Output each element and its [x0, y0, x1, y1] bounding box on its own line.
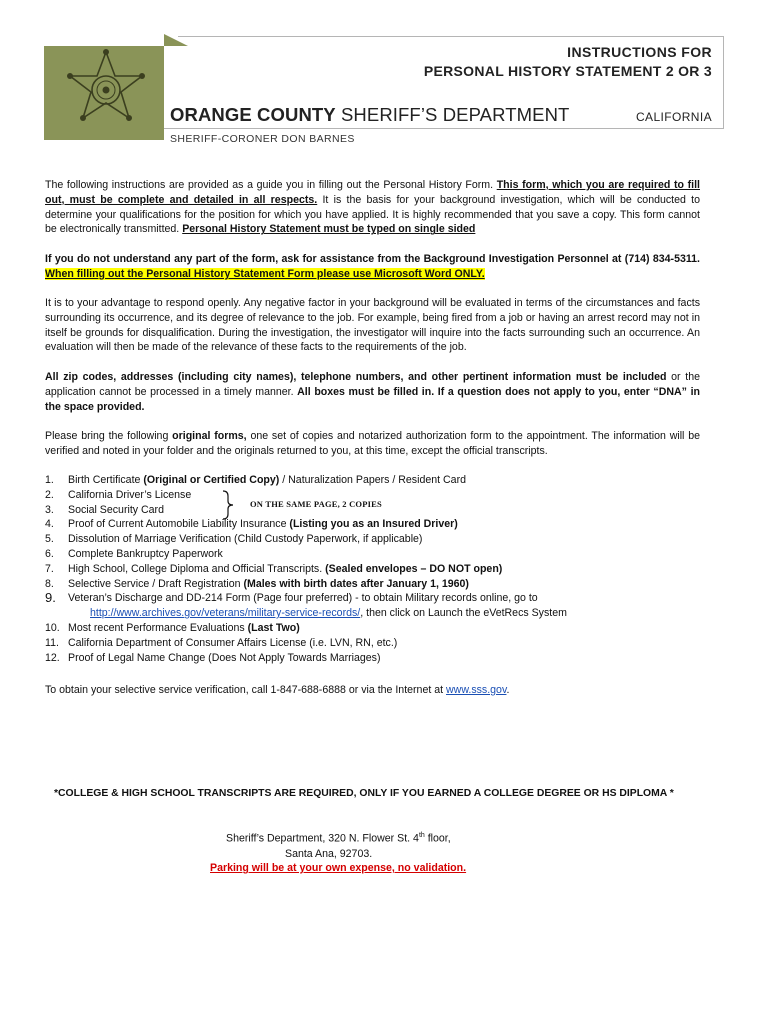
- sheriff-star-badge-icon: [64, 46, 148, 138]
- header-divider: [164, 128, 724, 129]
- right-brace-icon: [222, 490, 234, 520]
- list-item: 11. California Department of Consumer Affairs License (i.e. LVN, RN, etc.): [45, 636, 398, 649]
- address-line1: Sheriff’s Department, 320 N. Flower St. 4th floor,: [226, 832, 451, 845]
- bring-paragraph: Please bring the following original forms, one set of copies and notarized authorization form to the appointment. The information will be verified and noted in your folder and the originals returned to you, at this time, except the official transcripts.: [45, 430, 701, 457]
- word-only-highlight: When filling out the Personal History Statement Form please use Microsoft Word ONLY.: [45, 267, 485, 280]
- list-item: 4. Proof of Current Automobile Liability Insurance (Listing you as an Insured Driver): [45, 518, 458, 531]
- intro-paragraph: The following instructions are provided as a guide you in filling out the Personal History Form. This form, which you are required to fill out, must be complete and detailed in all respects. It is the basis for your background investigation, which will be conducted to determine your qualifications for the position for which you have applied. It is highly recommended that you save a copy. This form cannot be electronically transmitted. Personal History Statement must be typed on single sided: [45, 179, 700, 236]
- archives-link[interactable]: http://www.archives.gov/veterans/military-service-records/: [90, 607, 361, 620]
- list-item: 12. Proof of Legal Name Change (Does Not Apply Towards Marriages): [45, 651, 381, 664]
- list-item: 7. High School, College Diploma and Official Transcripts. (Sealed envelopes – DO NOT open): [45, 562, 503, 575]
- same-page-note: ON THE SAME PAGE, 2 COPIES: [250, 499, 382, 509]
- parking-note: Parking will be at your own expense, no validation.: [210, 862, 467, 874]
- list-item: 1. Birth Certificate (Original or Certified Copy) / Naturalization Papers / Resident Card: [45, 474, 466, 486]
- list-item: 9. Veteran’s Discharge and DD-214 Form (Page four preferred) - to obtain Military records online, go to: [45, 590, 538, 606]
- sheriff-name: SHERIFF-CORONER DON BARNES: [170, 133, 355, 145]
- document-title-line1: INSTRUCTIONS FOR: [567, 44, 712, 60]
- list-item: 3. Social Security Card: [45, 503, 164, 516]
- zip-paragraph: All zip codes, addresses (including city names), telephone numbers, and other pertinent information must be included or the application cannot be processed in a timely manner. All boxes must be filled in. If a question does not apply to you, enter “DNA” in the space provided.: [45, 371, 700, 413]
- list-item: 6. Complete Bankruptcy Paperwork: [45, 547, 223, 560]
- sss-link[interactable]: www.sss.gov: [446, 684, 507, 696]
- assistance-paragraph: If you do not understand any part of the form, ask for assistance from the Background Investigation Personnel at (714) 834-5311. When filling out the Personal History Statement Form please use Microsoft Word ONLY.: [45, 253, 700, 280]
- department-name: ORANGE COUNTY SHERIFF’S DEPARTMENT: [170, 104, 570, 125]
- header-right-rule: [723, 36, 724, 128]
- selective-service-line: To obtain your selective service verification, call 1-847-688-6888 or via the Internet at www.sss.gov.: [45, 684, 510, 696]
- address-line2: Santa Ana, 92703.: [285, 848, 373, 860]
- list-item: 8. Selective Service / Draft Registration (Males with birth dates after January 1, 1960): [45, 577, 469, 590]
- document-title-line2: PERSONAL HISTORY STATEMENT 2 OR 3: [423, 63, 712, 79]
- advantage-paragraph: It is to your advantage to respond openly. Any negative factor in your background will be evaluated in terms of the circumstances and facts surrounding its occurrence, and its degree of relevance to the job. For example, being fired from a job or having an arrest record may not in itself be grounds for disqualification. During the investigation, the investigator will inquire into the facts surrounding such an occurrence. An evaluation will then be made of the relevance of these facts to the requirements of the job.: [45, 297, 700, 354]
- list-item: 10. Most recent Performance Evaluations (Last Two): [45, 622, 300, 635]
- list-item: 2. California Driver’s License: [45, 488, 192, 501]
- list-item-continuation: http://www.archives.gov/veterans/military-service-records/, then click on Launch the eVetRecs System: [90, 607, 567, 620]
- transcripts-note: *COLLEGE & HIGH SCHOOL TRANSCRIPTS ARE REQUIRED, ONLY IF YOU EARNED A COLLEGE DEGREE OR HS DIPLOMA *: [54, 788, 674, 799]
- header-top-rule: [178, 36, 724, 37]
- list-item: 5. Dissolution of Marriage Verification (Child Custody Paperwork, if applicable): [45, 533, 423, 546]
- state-label: CALIFORNIA: [635, 110, 712, 124]
